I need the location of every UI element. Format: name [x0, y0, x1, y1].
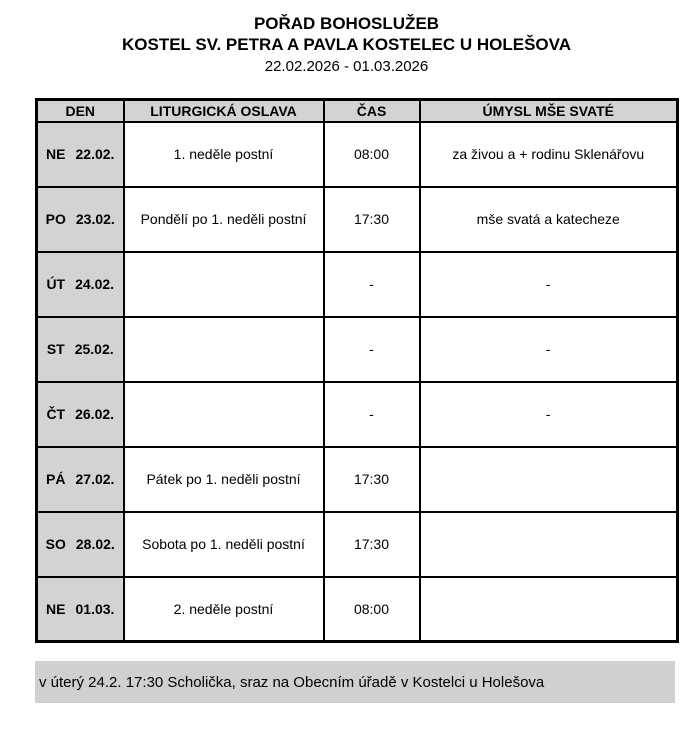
table-row — [37, 447, 678, 512]
day-abbr: PÁ — [46, 471, 66, 487]
day-cell — [37, 252, 124, 317]
day-date: 26.02. — [75, 406, 115, 422]
day-cell — [37, 122, 124, 187]
column-header-den: DEN — [37, 100, 124, 122]
time-cell: - — [324, 252, 420, 317]
table-row — [37, 382, 678, 447]
announcement-bar — [35, 661, 675, 703]
time-cell: - — [324, 317, 420, 382]
time-cell: 08:00 — [324, 122, 420, 187]
celebration-cell — [124, 252, 324, 317]
day-cell — [37, 187, 124, 252]
intention-cell: za živou a + rodinu Sklenářovu — [420, 122, 678, 187]
page-title: POŘAD BOHOSLUŽEB — [253, 14, 440, 33]
date-range: 22.02.2026 - 01.03.2026 — [264, 58, 429, 75]
celebration-cell: Pátek po 1. neděli postní — [124, 447, 324, 512]
time-cell: 17:30 — [324, 447, 420, 512]
day-cell — [37, 447, 124, 512]
table-row — [37, 122, 678, 187]
day-date: 22.02. — [75, 146, 115, 162]
column-header-liturgicka-oslava: LITURGICKÁ OSLAVA — [124, 100, 324, 122]
table-row — [37, 577, 678, 642]
day-date: 27.02. — [75, 471, 115, 487]
day-abbr: PO — [45, 211, 66, 227]
intention-cell: - — [420, 317, 678, 382]
day-abbr: ČT — [46, 406, 66, 422]
table-row — [37, 187, 678, 252]
day-date: 28.02. — [75, 536, 115, 552]
day-cell — [37, 382, 124, 447]
celebration-cell: 1. neděle postní — [124, 122, 324, 187]
day-cell — [37, 512, 124, 577]
day-date: 25.02. — [74, 341, 114, 357]
time-cell: 17:30 — [324, 187, 420, 252]
celebration-cell: Pondělí po 1. neděli postní — [124, 187, 324, 252]
intention-cell — [420, 577, 678, 642]
day-abbr: ST — [46, 341, 65, 357]
church-name: KOSTEL SV. PETRA A PAVLA KOSTELEC U HOLEŠOVA — [122, 35, 571, 54]
time-cell: 08:00 — [324, 577, 420, 642]
day-abbr: ÚT — [46, 276, 66, 292]
intention-cell — [420, 447, 678, 512]
intention-cell: mše svatá a katecheze — [420, 187, 678, 252]
celebration-cell: Sobota po 1. neděli postní — [124, 512, 324, 577]
column-header-umysl: ÚMYSL MŠE SVATÉ — [420, 100, 678, 122]
celebration-cell — [124, 317, 324, 382]
column-header-cas: ČAS — [324, 100, 420, 122]
celebration-cell — [124, 382, 324, 447]
day-date: 01.03. — [75, 600, 115, 617]
table-row — [37, 512, 678, 577]
time-cell: 17:30 — [324, 512, 420, 577]
schedule-table — [35, 98, 679, 643]
time-cell: - — [324, 382, 420, 447]
table-row — [37, 252, 678, 317]
intention-cell: - — [420, 252, 678, 317]
table-row — [37, 317, 678, 382]
table-header-row — [37, 100, 678, 122]
day-abbr: NE — [46, 146, 66, 162]
intention-cell — [420, 512, 678, 577]
day-cell — [37, 317, 124, 382]
title-block — [0, 0, 693, 77]
intention-cell: - — [420, 382, 678, 447]
celebration-cell: 2. neděle postní — [124, 577, 324, 642]
day-abbr: SO — [45, 536, 66, 552]
day-date: 24.02. — [75, 276, 115, 292]
day-abbr: NE — [46, 600, 66, 617]
day-cell — [37, 577, 124, 642]
announcement-text: v úterý 24.2. 17:30 Scholička, sraz na Obecním úřadě v Kostelci u Holešova — [39, 673, 545, 691]
day-date: 23.02. — [75, 211, 115, 227]
